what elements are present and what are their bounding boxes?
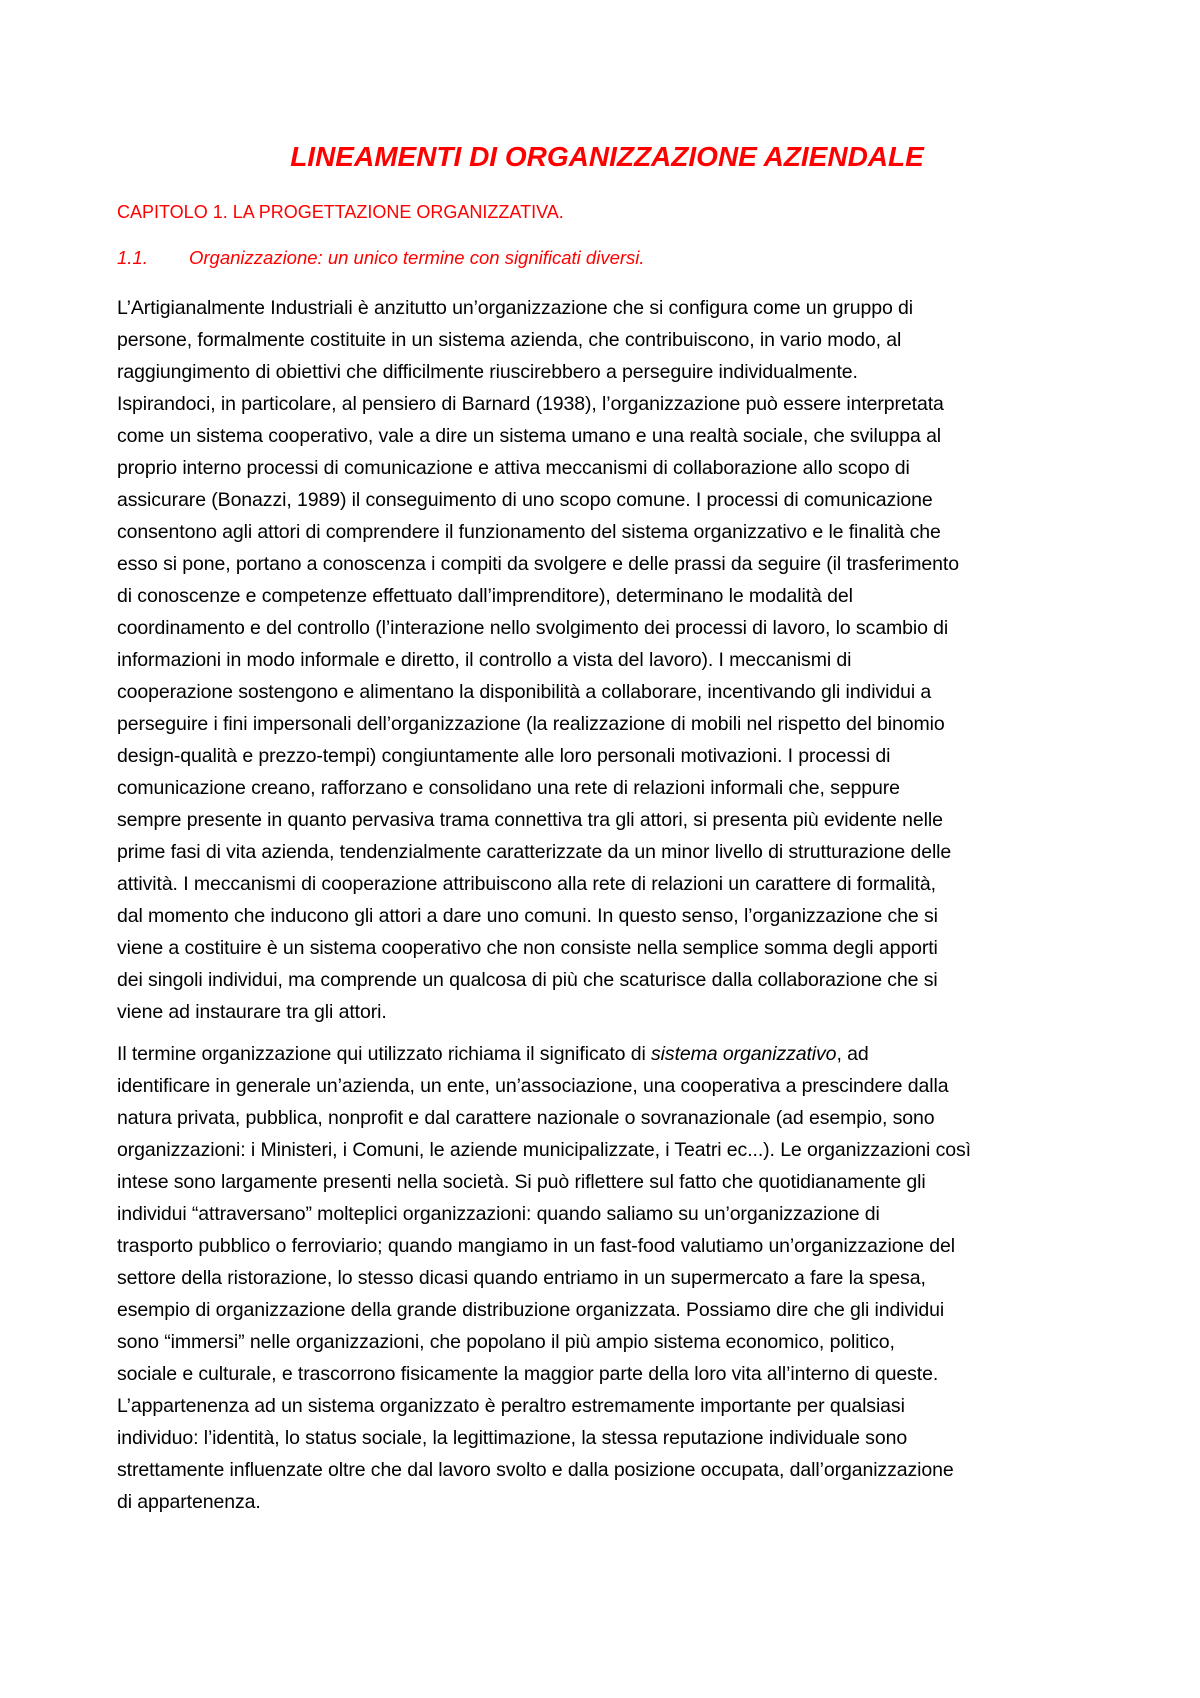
document-title: LINEAMENTI DI ORGANIZZAZIONE AZIENDALE [290,141,924,172]
paragraph-line: cooperazione sostengono e alimentano la disponibilità a collaborare, incentivando gli individui a [117,681,932,703]
paragraph-line: come un sistema cooperativo, vale a dire un sistema umano e una realtà sociale, che sviluppa al [117,425,942,447]
paragraph-line: esso si pone, portano a conoscenza i compiti da svolgere e delle prassi da seguire (il trasferimento [117,553,959,575]
paragraph-line: consentono agli attori di comprendere il funzionamento del sistema organizzativo e le finalità che [117,521,941,543]
paragraph-line: organizzazioni: i Ministeri, i Comuni, le aziende municipalizzate, i Teatri ec...). Le organizzazioni così [117,1139,971,1161]
paragraph-line: comunicazione creano, rafforzano e consolidano una rete di relazioni informali che, seppure [117,777,900,799]
paragraph-line: raggiungimento di obiettivi che difficilmente riuscirebbero a perseguire individualmente. [117,361,858,383]
paragraph-line: settore della ristorazione, lo stesso dicasi quando entriamo in un supermercato a fare la spesa, [117,1267,926,1289]
paragraph-line: proprio interno processi di comunicazione e attiva meccanismi di collaborazione allo scopo di [117,457,910,479]
paragraph-line: persone, formalmente costituite in un sistema azienda, che contribuiscono, in vario modo, al [117,329,902,351]
paragraph-line: design-qualità e prezzo-tempi) congiuntamente alle loro personali motivazioni. I processi di [117,745,891,767]
paragraph-line: dal momento che inducono gli attori a dare uno comuni. In questo senso, l’organizzazione che si [117,905,938,927]
paragraph-line: Ispirandoci, in particolare, al pensiero di Barnard (1938), l’organizzazione può essere interpretata [117,393,944,415]
paragraph-line: sociale e culturale, e trascorrono fisicamente la maggior parte della loro vita all’interno di queste. [117,1363,939,1385]
paragraph-1 [117,292,1097,1028]
section-number: 1.1. [117,247,148,268]
paragraph-line: individui “attraversano” molteplici organizzazioni: quando saliamo su un’organizzazione di [117,1203,880,1225]
paragraph-line: attività. I meccanismi di cooperazione attribuiscono alla rete di relazioni un carattere di formalità, [117,873,936,895]
paragraph-line: L’appartenenza ad un sistema organizzato è peraltro estremamente importante per qualsiasi [117,1395,905,1417]
paragraph-line: viene a costituire è un sistema cooperativo che non consiste nella semplice somma degli apporti [117,937,938,959]
paragraph-text: Il termine organizzazione qui utilizzato richiama il significato di [117,1043,652,1065]
paragraph-line: L’Artigianalmente Industriali è anzitutto un’organizzazione che si configura come un gruppo di [117,297,914,319]
paragraph-line: perseguire i fini impersonali dell’organizzazione (la realizzazione di mobili nel rispetto del binomio [117,713,945,735]
section-title: Organizzazione: un unico termine con significati diversi. [189,247,645,268]
paragraph-line: strettamente influenzate oltre che dal lavoro svolto e dalla posizione occupata, dall’organizzazione [117,1459,954,1481]
paragraph-line: individuo: l’identità, lo status sociale, la legittimazione, la stessa reputazione individuale sono [117,1427,908,1449]
paragraph-line: sono “immersi” nelle organizzazioni, che popolano il più ampio sistema economico, politico, [117,1331,895,1353]
paragraph-line: assicurare (Bonazzi, 1989) il conseguimento di uno scopo comune. I processi di comunicazione [117,489,933,511]
paragraph-line: sempre presente in quanto pervasiva trama connettiva tra gli attori, si presenta più evidente nelle [117,809,943,831]
paragraph-line: intese sono largamente presenti nella società. Si può riflettere sul fatto che quotidianamente gli [117,1171,926,1193]
paragraph-line: di conoscenze e competenze effettuato dall’imprenditore), determinano le modalità del [117,585,853,607]
chapter-heading: CAPITOLO 1. LA PROGETTAZIONE ORGANIZZATIVA. [117,202,564,222]
paragraph-line: informazioni in modo informale e diretto, il controllo a vista del lavoro). I meccanismi di [117,649,852,671]
italic-term: sistema organizzativo [651,1043,837,1065]
section-heading [117,246,1097,270]
paragraph-line: identificare in generale un’azienda, un ente, un’associazione, una cooperativa a prescindere dalla [117,1075,949,1097]
paragraph-text: , ad [836,1043,869,1065]
paragraph-line: di appartenenza. [117,1491,261,1513]
paragraph-2 [117,1038,1097,1518]
paragraph-line: prime fasi di vita azienda, tendenzialmente caratterizzate da un minor livello di strutturazione delle [117,841,952,863]
paragraph-line: coordinamento e del controllo (l’interazione nello svolgimento dei processi di lavoro, lo scambio di [117,617,949,639]
paragraph-line: dei singoli individui, ma comprende un qualcosa di più che scaturisce dalla collaborazione che si [117,969,938,991]
paragraph-line: trasporto pubblico o ferroviario; quando mangiamo in un fast-food valutiamo un’organizzazione del [117,1235,955,1257]
paragraph-line: esempio di organizzazione della grande distribuzione organizzata. Possiamo dire che gli individui [117,1299,945,1321]
paragraph-line: natura privata, pubblica, nonprofit e dal carattere nazionale o sovranazionale (ad esempio, sono [117,1107,935,1129]
document-page [117,140,1097,1528]
paragraph-line: viene ad instaurare tra gli attori. [117,1001,387,1023]
paragraph-line [117,1038,1097,1070]
